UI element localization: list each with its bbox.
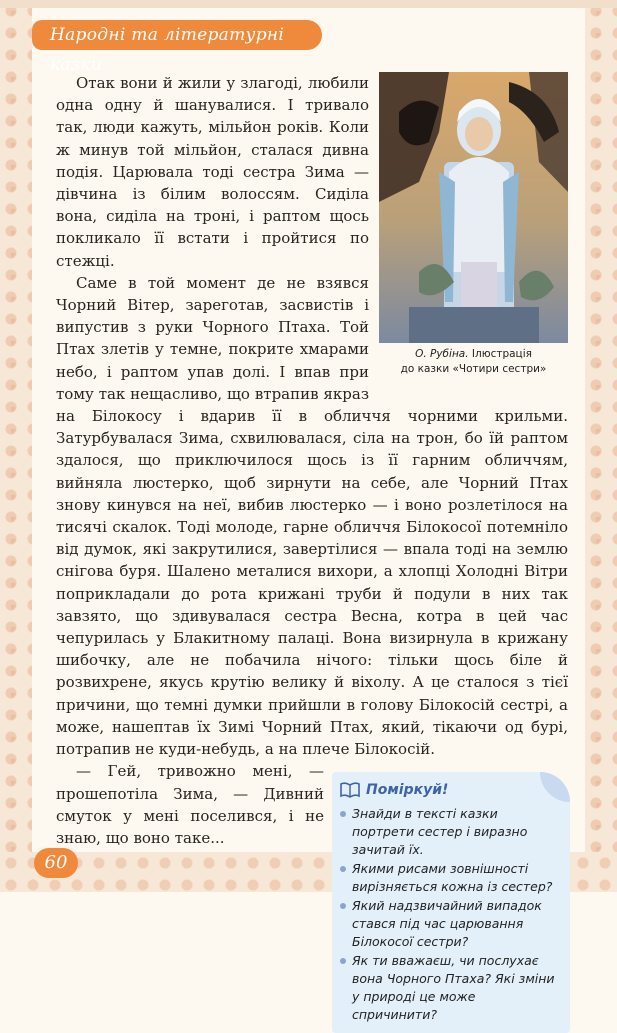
- caption-line2: до казки «Чотири сестри»: [400, 363, 547, 375]
- think-box-title-text: Поміркуй!: [366, 782, 449, 799]
- question-item: Знайди в тексті казки портрети сестер і виразно зачитай їх.: [340, 805, 562, 859]
- book-icon: [340, 782, 360, 798]
- illustration-caption: [379, 347, 568, 377]
- question-item: Який надзвичайний випадок стався під час царювання Білокосої сестри?: [340, 897, 562, 951]
- question-item: Як ти вважаєш, чи послухає вона Чорного Птаха? Які зміни у природі це може спричинити?: [340, 952, 562, 1024]
- paragraph-2-text: Саме в той момент де не взявся Чорний Вітер, зареготав, засвистів і випустив з руки Чорного Птаха. Той Птах злетів у темне, покрите хмарами небо, і раптом упав долі. І впав при тому так нещасливо, що втрапив якраз на Білокосу і вдарив її в обличчя чорними крильми. Затурбувалася Зима, схвилювалася, сіла на трон, бо їй раптом здалося, що приключилося щось із її гарним обличчям, вийняла люстерко, щоб зирнути на себе, але Чорний Птах знову кинувся на неї, вибив люстерко — і воно розлетілося на тисячі скалок. Тоді молоде, гарне обличчя Білокосої потемніло від думок, які закрутилися, завертілися — впала тоді на землю снігова буря. Шалено металися вихори, а хлопці Холодні Вітри поприкладали до рота крижані труби й подули в них так завзято, що здивувалася сестра Весна, котра в цей час чепурилась у Блакитному палаці. Вона визирнула в крижану шибочку, але не побачила нічого: тільки щось біле й розвихрене, якусь крутію велику й віхолу. А це сталося з тієї причини, що темні думки прийшли в голову Білокосій сестрі, а може, нашептав їх Зимі Чорний Птах, який, тікаючи од бурі, потрапив не куди-небудь, а на плече Білокосій.: [56, 273, 568, 759]
- illustration-block: [379, 72, 568, 377]
- think-box-title: [340, 779, 562, 801]
- paragraph-1: Отак вони й жили у злагоді, любили одна одну й шанувалися. І тривало так, люди кажуть, мільйон років. Коли ж минув той мільйон, сталася дивна подія. Царювала тоді сестра Зима — дівчина із білим волоссям. Сиділа вона, сиділа на троні, і раптом щось покликало її встати і пройтися по стежці.: [56, 74, 369, 270]
- top-band: [0, 0, 617, 8]
- left-ornament-border: [0, 0, 32, 892]
- think-box: [332, 772, 570, 1032]
- section-header: Народні та літературні казки: [44, 20, 322, 50]
- caption-author: О. Рубіна.: [415, 348, 469, 360]
- page-content: [56, 72, 568, 1033]
- illustration-picture: [379, 72, 568, 343]
- page-number: 60: [34, 848, 78, 878]
- paragraph-3: — Гей, тривожно мені, — прошепотіла Зима, — Дивний смуток у мені поселився, і не знаю, що воно таке...: [56, 762, 324, 847]
- caption-text: Ілюстрація: [468, 348, 532, 360]
- right-ornament-border: [585, 0, 617, 892]
- question-item: Якими рисами зовнішності вирізняється кожна із сестер?: [340, 860, 562, 896]
